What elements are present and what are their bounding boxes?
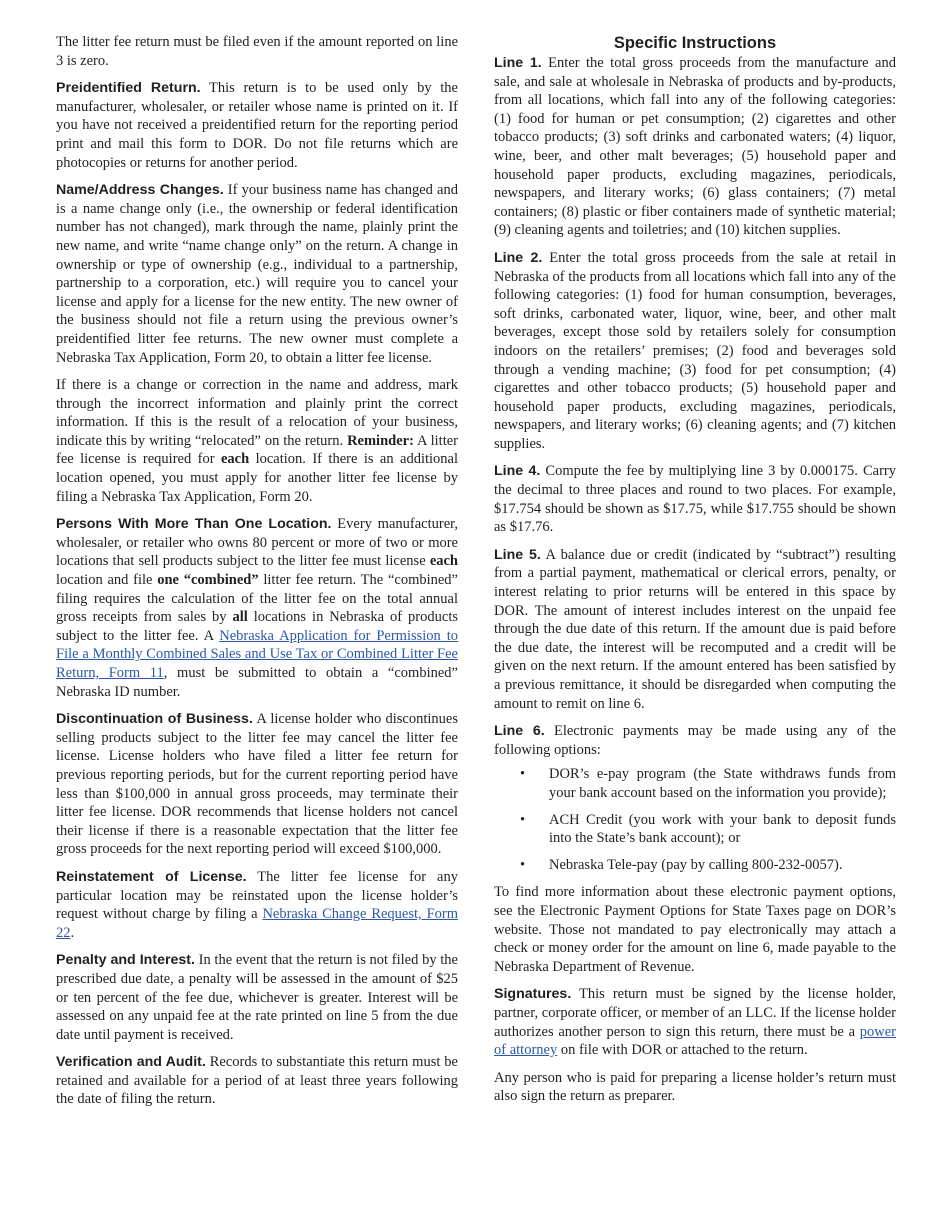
reminder-label: Reminder:: [347, 432, 414, 449]
electronic-info-paragraph: To find more information about these electronic payment options, see the Electronic Payment Options for State Taxes page on DOR’s website. Those not mandated to pay electronically may attach a check or money order for the amount on line 6, made payable to the Nebraska Department of Revenue.: [494, 884, 896, 975]
signatures-section: Signatures. This return must be signed by the license holder, partner, corporate officer, or member of an LLC. If the license holder authorizes another person to sign this return, there must be a power of attorney on file with DOR or attached to the return.: [494, 986, 896, 1059]
line4-heading: Line 4.: [494, 463, 541, 480]
line2-heading: Line 2.: [494, 249, 543, 266]
specific-instructions-title: Specific Instructions: [613, 34, 777, 52]
penalty-heading: Penalty and Interest.: [56, 952, 195, 969]
list-item: • DOR’s e-pay program (the State withdraws funds from your bank account based on the information you provide);: [520, 766, 896, 801]
name-address-heading: Name/Address Changes.: [56, 182, 224, 199]
line6-section: Line 6. Electronic payments may be made using any of the following options:: [494, 723, 896, 758]
bullet-icon: •: [520, 811, 526, 828]
list-item: • ACH Credit (you work with your bank to deposit funds into the State’s bank account); or: [520, 811, 896, 847]
left-column: [56, 33, 458, 1118]
list-item: • Nebraska Tele-pay (pay by calling 800-232-0057).: [520, 856, 843, 873]
line1-heading: Line 1.: [494, 55, 542, 71]
preidentified-heading: Preidentified Return.: [56, 80, 201, 97]
reinstatement-heading: Reinstatement of License.: [56, 868, 247, 885]
line4-section: Line 4. Compute the fee by multiplying line 3 by 0.000175. Carry the decimal to three places and round to two places. For example, $17.754 should be shown as $17.75, while $17.755 should be shown as $17.76.: [494, 463, 896, 536]
multiple-locations-section: Persons With More Than One Location. Every manufacturer, wholesaler, or retailer who owns 80 percent or more of two or more locations that sell products subject to the litter fee must license each location and file one “combined” litter fee return. The “combined” filing requires the calculation of the litter fee on the total annual gross receipts from sales by all locations in Nebraska of products subject to the litter fee. A Nebraska Application for Permission to File a Monthly Combined Sales and Use Tax or Combined Litter Fee Return, Form 11, must be submitted to obtain a “combined” Nebraska ID number.: [56, 516, 459, 700]
verification-heading: Verification and Audit.: [56, 1054, 206, 1071]
line1-section: Line 1. Enter the total gross proceeds from the manufacture and sale, and sale at wholesale in Nebraska of products and by-products, from all locations, which fall into any of the following categories: (1) food for human or pet consumption; (2) cigarettes and other tobacco products; (3) soft drinks and carbonated waters; (4) liquor, wine, beer, and other malt beverages; (5) household paper and household paper products, excluding magazines, periodicals, newspapers, and literary works; (6) glass containers; (7) metal containers; (8) plastic or fiber containers made of synthetic material; (9) cleaning agents and toiletries; and (10) kitchen supplies.: [494, 55, 896, 239]
signatures-heading: Signatures.: [494, 986, 572, 1003]
line6-heading: Line 6.: [494, 723, 545, 740]
intro-paragraph: The litter fee return must be filed even if the amount reported on line 3 is zero.: [56, 34, 458, 69]
power-of-attorney-link[interactable]: power of attorney: [494, 1023, 896, 1059]
right-column: [494, 33, 896, 1115]
line5-section: Line 5. A balance due or credit (indicated by “subtract”) resulting from a partial payment, mathematical or clerical errors, penalty, or interest relating to prior returns will be entered in this space by DOR. The amount of interest includes interest on the unpaid fee through the due date of this return. If the amount due is paid before the due date, the interest will be recomputed and a credit will be given on the next return. If the amount entered has been satisfied by a previous remittance, it should be disregarded when computing the amount to remit on line 6.: [494, 546, 896, 712]
discontinuation-section: Discontinuation of Business. A license holder who discontinues selling products subject to the litter fee may cancel the litter fee license. License holders who have filed a litter fee return for previous reporting periods, but for the current reporting period have less than $100,000 in annual gross proceeds, may terminate their litter fee license. DOR recommends that license holders not cancel their license if there is a reasonable expectation that the litter fee gross proceeds for the next reporting period will exceed $100,000.: [56, 711, 458, 858]
reinstatement-section: Reinstatement of License. The litter fee license for any particular location may be reinstated upon the license holder’s request without charge by filing a Nebraska Change Request, Form 22.: [56, 868, 459, 941]
verification-section: Verification and Audit. Records to substantiate this return must be retained and available for a period of at least three years following the date of filing the return.: [56, 1054, 458, 1108]
line2-section: Line 2. Enter the total gross proceeds from the sale at retail in Nebraska of the products from all locations which fall into any of the following categories: (1) food for human consumption, beverages, soft drinks, carbonated water, liquor, wine, beer, and other malt beverages, except those sold by retailers solely for consumption indoors on the retailers’ premises; (2) food and beverages sold through a vending machine; (3) food for pet consumption; (4) cigarettes and other tobacco products; (5) household paper and household paper products, excluding magazines, periodicals, newspapers, and literary works; (6) cleaning agents; and (7) kitchen supplies.: [494, 249, 896, 452]
preparer-paragraph: Any person who is paid for preparing a license holder’s return must also sign the return as preparer.: [494, 1069, 896, 1105]
line5-heading: Line 5.: [494, 546, 541, 563]
change-correction-section: If there is a change or correction in the name and address, mark through the incorrect information and plainly print the correct information. If this is the result of a relocation of your business, indicate this by writing “relocated” on the return. Reminder: A litter fee license is required for each location. If there is an additional location opened, you must apply for another litter fee license by filing a Nebraska Tax Application, Form 20.: [56, 377, 459, 505]
bullet-icon: •: [520, 766, 526, 783]
bullet-icon: •: [520, 856, 526, 873]
form-22-link[interactable]: Nebraska Change Request, Form 22: [56, 906, 459, 941]
multiple-locations-heading: Persons With More Than One Location.: [56, 516, 332, 533]
form-11-link[interactable]: Nebraska Application for Permission to File a Monthly Combined Sales and Use Tax or Combined Litter Fee Return, Form 11: [56, 627, 459, 681]
name-address-section: Name/Address Changes. If your business name has changed and is a name change only (i.e., the ownership or federal identification number has not changed), mark through the name, plainly print the new name, and write “name change only” on the return. A change in ownership or type of ownership (e.g., individual to a partnership, partnership to a corporation, etc.) will require you to cancel your license and apply for a license for the new entity. The new owner of the business should not file a return using the previous owner’s preidentified litter fee returns. The new owner must complete a Nebraska Tax Application, Form 20, to obtain a litter fee license.: [56, 182, 458, 366]
discontinuation-heading: Discontinuation of Business.: [56, 711, 253, 728]
penalty-section: Penalty and Interest. In the event that the return is not filed by the prescribed due date, a penalty will be assessed in the amount of $25 or ten percent of the fee due, whichever is greater. Interest will be assessed on any unpaid fee at the rate printed on line 5 from the due date until payment is received.: [56, 952, 458, 1043]
preidentified-section: Preidentified Return. This return is to be used only by the manufacturer, wholesaler, or retailer whose name is printed on it. If you have not received a preidentified return for the reporting period print and mail this form to DOR. Do not file returns which are photocopies or returns for another period.: [56, 80, 458, 171]
payment-options-list: [494, 765, 896, 874]
